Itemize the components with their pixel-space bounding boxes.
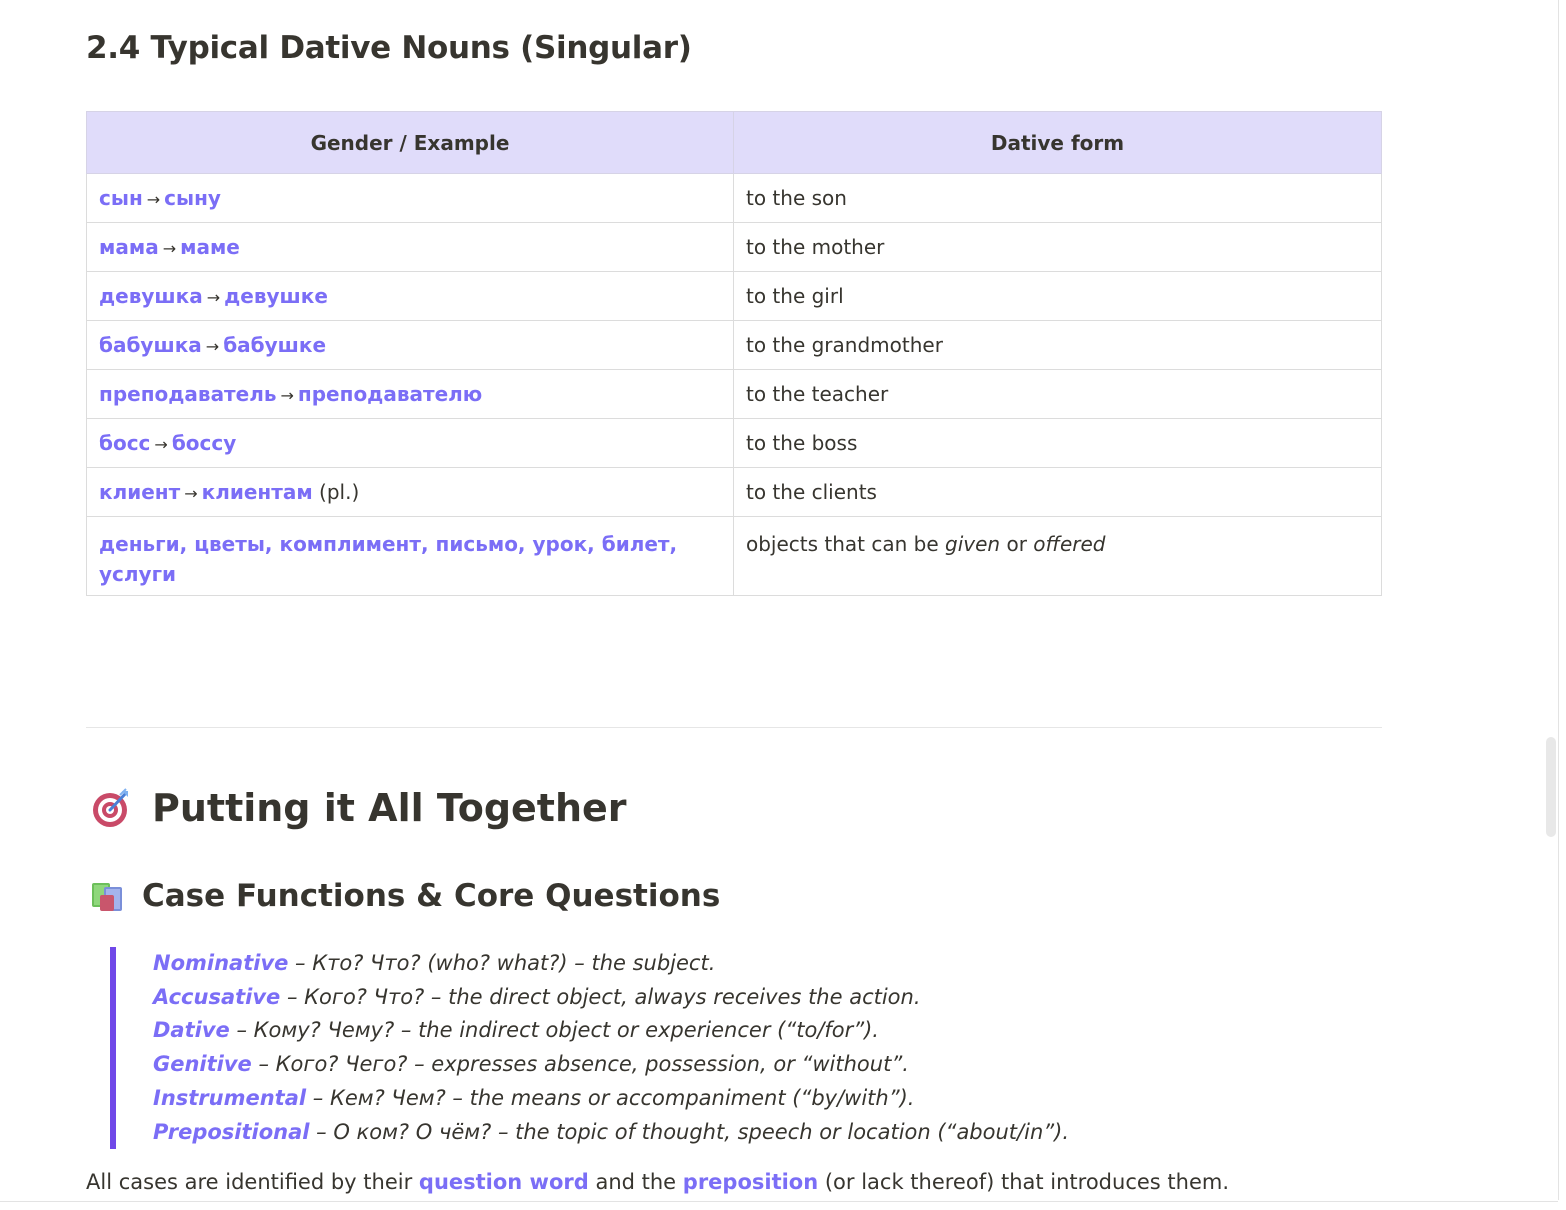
summary-text: All cases are identified by their <box>86 1170 419 1194</box>
arrow-icon: → <box>154 435 168 454</box>
books-icon <box>90 879 128 913</box>
case-description: – Кем? Чем? – the means or accompaniment (“by/with”). <box>306 1085 915 1110</box>
plural-note: (pl.) <box>319 480 360 504</box>
meaning-offered: offered <box>1033 532 1106 556</box>
case-name: Accusative <box>153 984 281 1009</box>
meaning-given: given <box>945 532 1001 556</box>
dative-word: маме <box>180 235 240 259</box>
example-cell <box>87 517 734 596</box>
arrow-icon: → <box>205 337 220 356</box>
example-cell <box>87 468 734 517</box>
meaning-cell: to the clients <box>734 468 1382 517</box>
dative-word: бабушке <box>223 333 327 357</box>
example-cell <box>87 321 734 370</box>
summary-text: (or lack thereof) that introduces them. <box>818 1170 1229 1194</box>
target-icon <box>90 787 132 829</box>
nominative-word: девушка <box>99 284 203 308</box>
table-row <box>87 272 1382 321</box>
dative-word: преподавателю <box>297 382 483 406</box>
nominative-word: клиент <box>99 480 181 504</box>
meaning-cell: to the grandmother <box>734 321 1382 370</box>
table-row <box>87 370 1382 419</box>
dative-nouns-table <box>86 111 1382 596</box>
preposition-highlight: preposition <box>682 1170 819 1194</box>
nominative-word: сын <box>99 186 143 210</box>
example-cell <box>87 370 734 419</box>
table-row <box>87 321 1382 370</box>
case-description: – О ком? О чём? – the topic of thought, speech or location (“about/in”). <box>309 1119 1069 1144</box>
table-row <box>87 174 1382 223</box>
case-line-genitive <box>153 1048 1069 1082</box>
table-row <box>87 419 1382 468</box>
arrow-icon: → <box>206 288 221 307</box>
arrow-icon: → <box>280 386 294 405</box>
case-line-prepositional <box>153 1116 1069 1150</box>
section-title: 2.4 Typical Dative Nouns (Singular) <box>86 30 692 66</box>
object-words: деньги, цветы, комплимент, письмо, урок, билет, услуги <box>99 532 678 586</box>
case-name: Instrumental <box>153 1085 307 1110</box>
case-name: Nominative <box>153 951 289 975</box>
nominative-word: мама <box>99 235 159 259</box>
case-description: – Кому? Чему? – the indirect object or experiencer (“to/for”). <box>229 1018 879 1043</box>
example-cell <box>87 272 734 321</box>
nominative-word: босс <box>99 431 151 455</box>
arrow-icon: → <box>146 190 161 209</box>
case-line-accusative <box>153 981 1069 1015</box>
putting-together-heading <box>90 786 627 830</box>
table-header-gender: Gender / Example <box>87 112 734 174</box>
meaning-cell: to the boss <box>734 419 1382 468</box>
case-description: – Кого? Чего? – expresses absence, possession, or “without”. <box>251 1052 909 1077</box>
meaning-cell: to the son <box>734 174 1382 223</box>
case-description: – Кто? Что? (who? what?) – the subject. <box>288 951 716 975</box>
meaning-prefix: objects that can be <box>746 532 939 556</box>
dative-word: сыну <box>164 186 221 210</box>
arrow-icon: → <box>162 239 177 258</box>
nominative-word: преподаватель <box>99 382 277 406</box>
dative-word: боссу <box>171 431 237 455</box>
window-edge <box>1558 0 1559 1200</box>
example-cell <box>87 223 734 272</box>
case-name: Dative <box>153 1018 230 1043</box>
case-line-nominative <box>153 947 1069 981</box>
case-functions-quote <box>110 947 1069 1149</box>
scrollbar-thumb[interactable] <box>1546 737 1556 837</box>
meaning-cell: to the teacher <box>734 370 1382 419</box>
table-row <box>87 517 1382 596</box>
table-header-row <box>87 112 1382 174</box>
question-word-highlight: question word <box>418 1170 589 1194</box>
nominative-word: бабушка <box>99 333 202 357</box>
meaning-cell: to the girl <box>734 272 1382 321</box>
section-divider <box>86 727 1382 728</box>
summary-text: and the <box>588 1170 683 1194</box>
table-header-dative: Dative form <box>734 112 1382 174</box>
dative-word: девушке <box>224 284 328 308</box>
table-row <box>87 223 1382 272</box>
meaning-cell <box>734 517 1382 596</box>
example-cell <box>87 174 734 223</box>
dative-word: клиентам <box>201 480 313 504</box>
meaning-cell: to the mother <box>734 223 1382 272</box>
window-edge <box>0 1201 1558 1202</box>
arrow-icon: → <box>184 484 198 503</box>
case-line-instrumental <box>153 1082 1069 1116</box>
case-functions-title: Case Functions & Core Questions <box>142 878 721 914</box>
case-name: Genitive <box>153 1052 252 1077</box>
case-description: – Кого? Что? – the direct object, always receives the action. <box>280 984 921 1009</box>
case-functions-heading <box>90 878 720 914</box>
table-row <box>87 468 1382 517</box>
case-name: Prepositional <box>153 1119 310 1144</box>
example-cell <box>87 419 734 468</box>
meaning-or: or <box>1006 532 1027 556</box>
putting-together-title: Putting it All Together <box>152 786 627 830</box>
summary-paragraph <box>86 1170 1229 1194</box>
case-line-dative <box>153 1014 1069 1048</box>
